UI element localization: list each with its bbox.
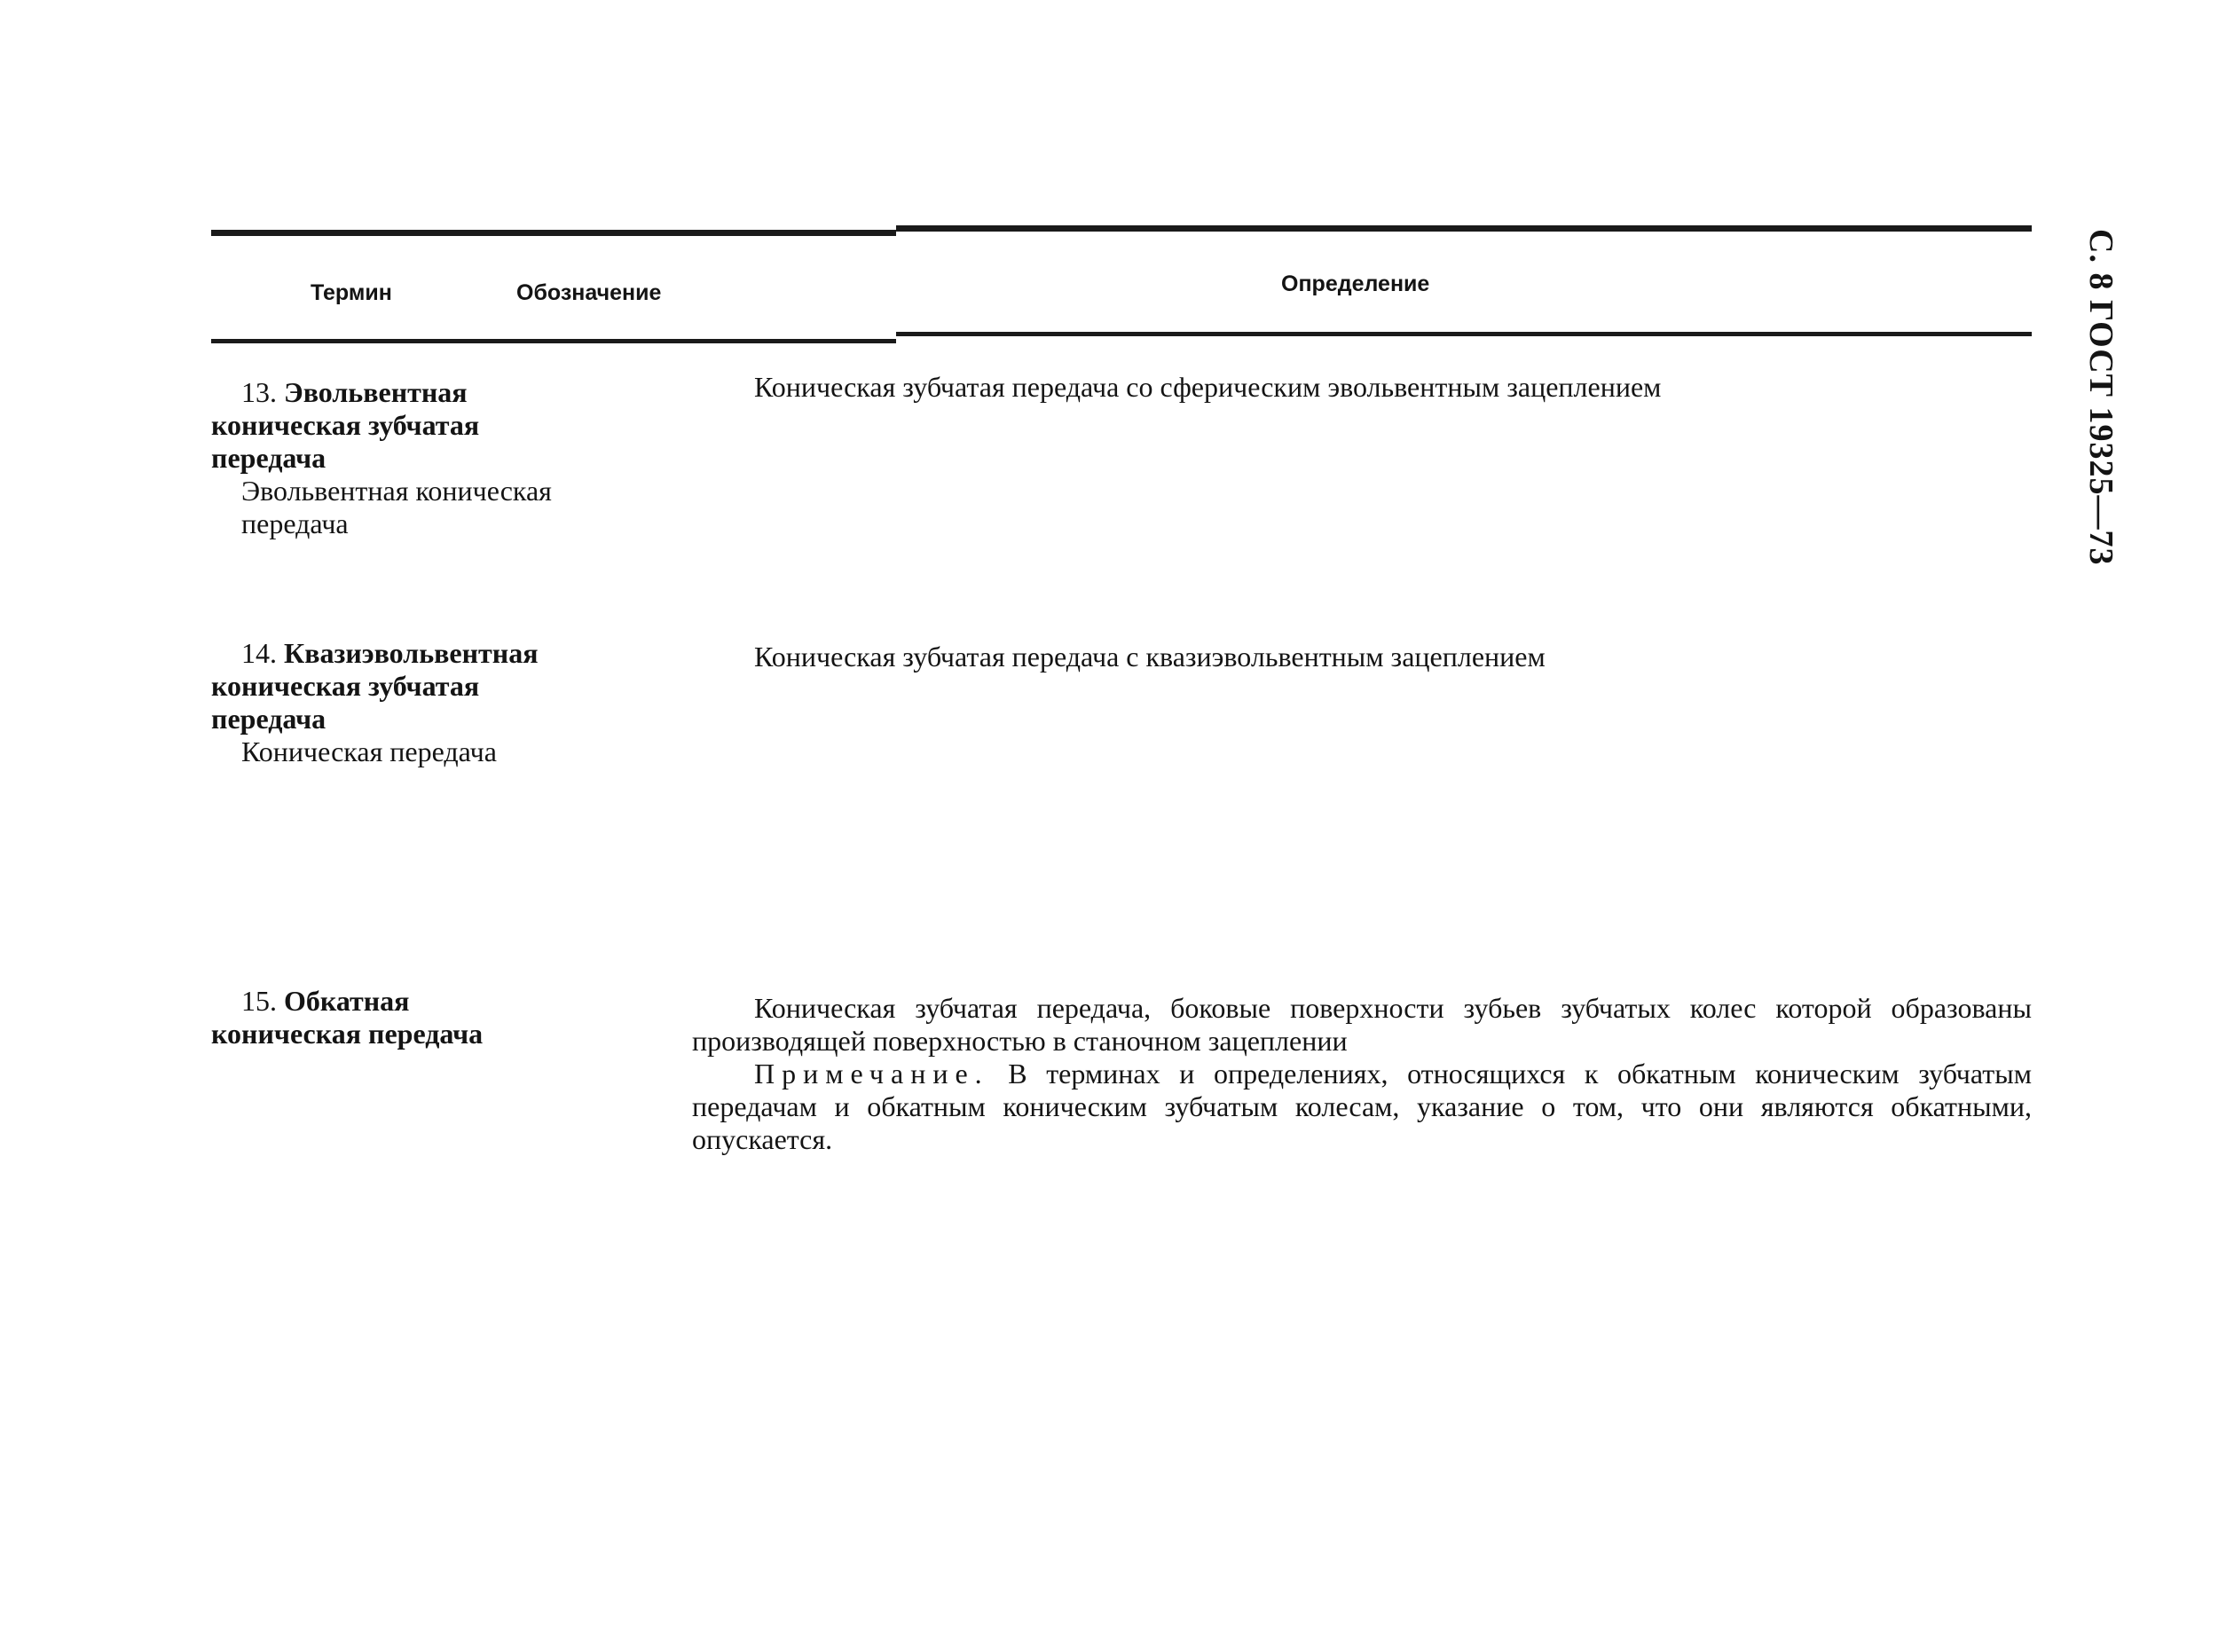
definition-text: Коническая зубчатая передача, боковые поверхности зубьев зубчатых колес которой образованы производящей поверхностью в станочном зацеплении (692, 992, 2032, 1057)
term-number: 14. (241, 637, 277, 669)
definition-13: Коническая зубчатая передача со сферическим эвольвентным зацеплением (754, 371, 1662, 403)
table-top-rule (896, 225, 2032, 232)
column-header-definition: Определение (1281, 271, 1430, 296)
definition-14: Коническая зубчатая передача с квазиэвольвентным зацеплением (754, 641, 1546, 673)
standard-label: С. 8 ГОСТ 19325—73 (2082, 229, 2120, 566)
term-synonym: Коническая передача (241, 736, 497, 767)
term-title: Обкатная коническая передача (211, 985, 484, 1050)
definition-15 (692, 992, 2032, 1156)
term-entry-14 (211, 637, 566, 768)
page-header-standard (2074, 229, 2128, 575)
column-header-symbol: Обозначение (516, 280, 662, 305)
term-entry-13 (211, 376, 566, 540)
term-title: Квазиэвольвентная коническая зубчатая передача (211, 637, 539, 735)
term-number: 13. (241, 376, 277, 408)
note-label: Примечание. (754, 1058, 989, 1090)
note (692, 1058, 2032, 1156)
table-top-rule (211, 230, 896, 236)
term-synonym: Эвольвентная коническая передача (241, 475, 552, 539)
term-title: Эвольвентная коническая зубчатая передача (211, 376, 480, 474)
column-header-term: Термин (311, 280, 392, 305)
header-bottom-rule (896, 332, 2032, 336)
term-number: 15. (241, 985, 277, 1017)
header-bottom-rule (211, 339, 896, 343)
term-entry-15 (211, 985, 566, 1050)
note-text: В терминах и определениях, относящихся к обкатным коническим зубчатым передачам и обкатным коническим зубчатым колесам, указание о том, что они являются обкатными, опускается. (692, 1058, 2033, 1155)
